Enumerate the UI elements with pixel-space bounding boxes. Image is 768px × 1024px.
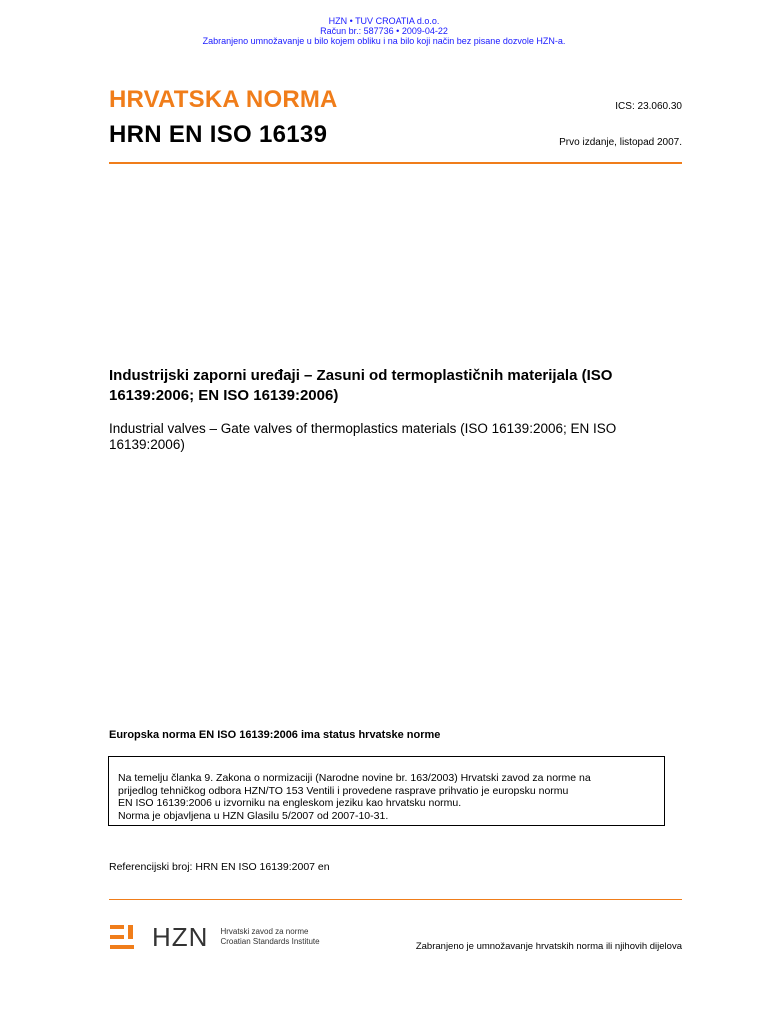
notice-line: Na temelju članka 9. Zakona o normizaciji (Narodne novine br. 163/2003) Hrvatski zavod za norme na: [118, 772, 591, 784]
notice-line: Norma je objavljena u HZN Glasilu 5/2007 od 2007-10-31.: [118, 809, 389, 822]
ics-code: ICS: 23.060.30: [615, 101, 682, 112]
institute-name: [220, 927, 319, 947]
edition-info: Prvo izdanje, listopad 2007.: [559, 137, 682, 148]
institute-name-english: Croatian Standards Institute: [220, 937, 320, 946]
watermark-line: Zabranjeno umnožavanje u bilo kojem obliku i na bilo koji način bez pisane dozvole HZN-a.: [202, 36, 566, 46]
footer-divider: [109, 899, 682, 900]
reference-number: Referencijski broj: HRN EN ISO 16139:2007 en: [109, 861, 330, 873]
hzn-logo-icon: [110, 923, 140, 951]
watermark-line: Račun br.: 587736 • 2009-04-22: [320, 26, 448, 36]
copyright-note: Zabranjeno je umnožavanje hrvatskih norma ili njihovih dijelova: [415, 941, 682, 952]
watermark: [0, 16, 768, 46]
status-statement: Europska norma EN ISO 16139:2006 ima status hrvatske norme: [109, 729, 441, 741]
document-type: HRVATSKA NORMA: [109, 86, 338, 113]
title-croatian: Industrijski zaporni uređaji – Zasuni od termoplastičnih materijala (ISO 16139:2006; EN ISO 16139:2006): [109, 367, 613, 404]
notice-line: EN ISO 16139:2006 u izvorniku na engleskom jeziku kao hrvatsku normu.: [118, 797, 462, 809]
institute-name-croatian: Hrvatski zavod za norme: [220, 927, 309, 936]
hzn-logo: [110, 922, 320, 952]
adoption-notice-box: [108, 756, 665, 826]
header-divider: [109, 162, 682, 164]
notice-line: prijedlog tehničkog odbora HZN/TO 153 Ventili i provedene rasprave prihvatio je europsku normu: [118, 784, 569, 797]
watermark-line: HZN • TUV CROATIA d.o.o.: [328, 16, 440, 26]
title-english: Industrial valves – Gate valves of thermoplastics materials (ISO 16139:2006; EN ISO 16139:2006): [109, 421, 617, 452]
document-number: HRN EN ISO 16139: [109, 121, 328, 148]
logo-text: HZN: [152, 922, 209, 952]
